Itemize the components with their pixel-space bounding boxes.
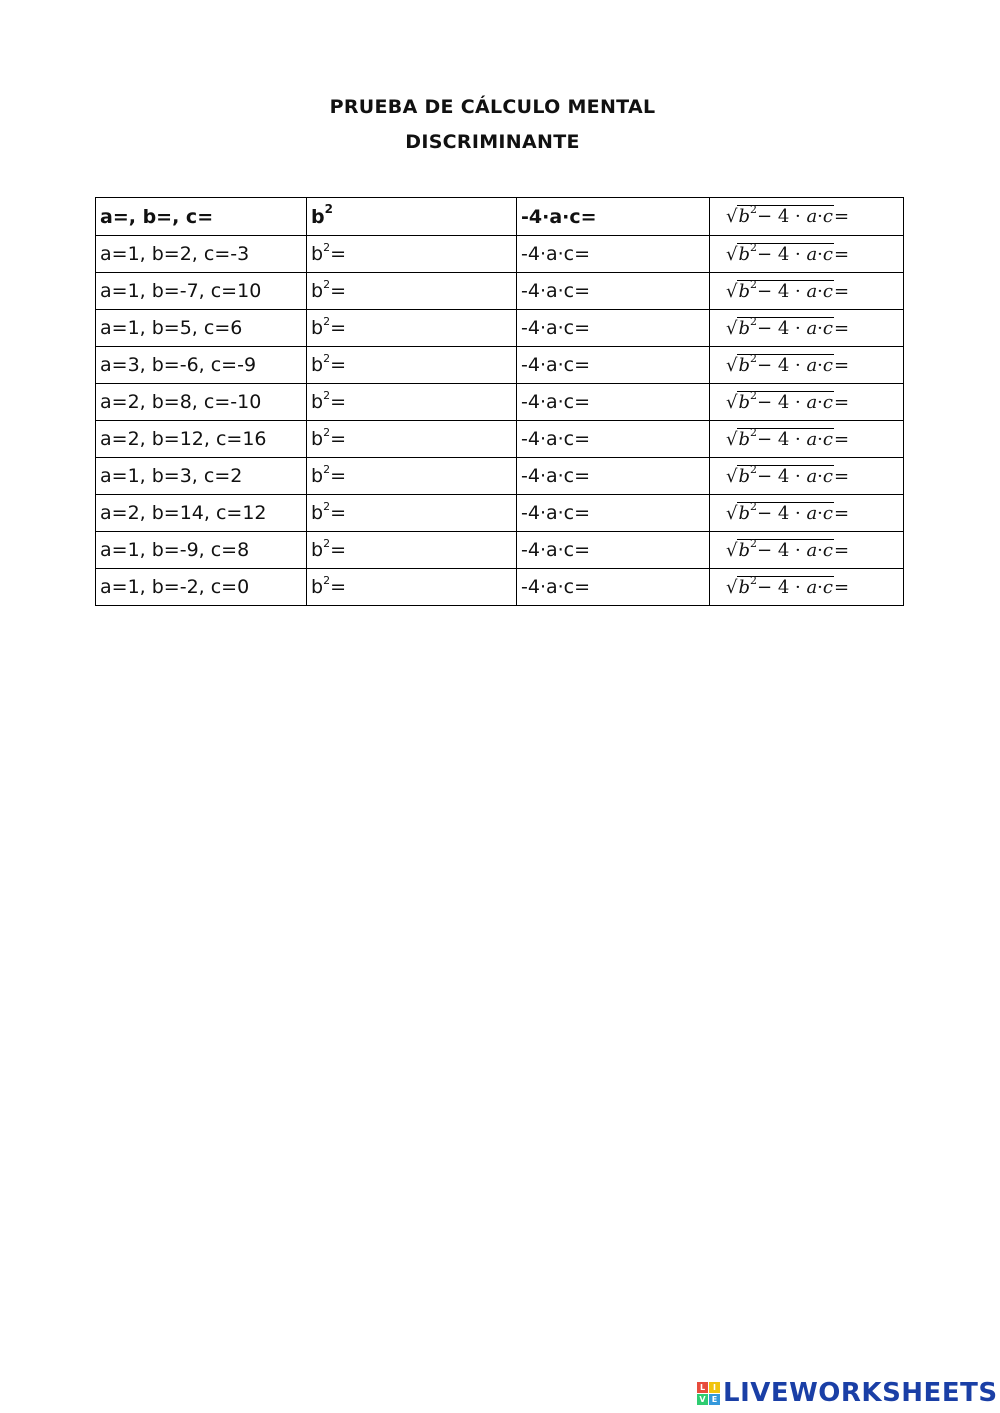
radicand: $b^2- 4 \cdot a\cdot c$ [738,425,833,450]
b-squared-cell: $b^2=$ [307,532,517,569]
discriminant-cell: $√b^2- 4 \cdot a\cdot c=$ [710,495,904,532]
radicand: $b^2- 4 \cdot a\cdot c$ [738,277,833,302]
radicand: $b^2- 4 \cdot a\cdot c$ [738,499,833,524]
discriminant-cell: $√b^2- 4 \cdot a\cdot c=$ [710,421,904,458]
coefficients-cell: a=2, b=8, c=-10 [96,384,307,421]
minus-4ac-cell: -4·a·c= [517,384,710,421]
coefficients-cell: a=2, b=12, c=16 [96,421,307,458]
radical-icon: √ [726,502,738,524]
radical-icon: √ [726,539,738,561]
radical-icon: √ [726,243,738,265]
minus-4ac-cell: -4·a·c= [517,569,710,606]
header-minus-4ac: -4·a·c= [517,198,710,236]
radicand: $b^2- 4 \cdot a\cdot c$ [738,462,833,487]
radicand: $b^2- 4 \cdot a\cdot c$ [738,536,833,561]
radicand: $b^2- 4 \cdot a\cdot c$ [738,240,833,265]
table-row [96,384,904,421]
table-row [96,347,904,384]
table-row [96,236,904,273]
minus-4ac-cell: -4·a·c= [517,421,710,458]
discriminant-cell: $√b^2- 4 \cdot a\cdot c=$ [710,569,904,606]
coefficients-cell: a=1, b=-7, c=10 [96,273,307,310]
table-row [96,458,904,495]
table-row [96,310,904,347]
b-squared-cell: $b^2=$ [307,236,517,273]
radicand: $b^2- 4 \cdot a\cdot c$ [738,573,833,598]
discriminant-cell: $√b^2- 4 \cdot a\cdot c=$ [710,273,904,310]
table-row [96,273,904,310]
header-discriminant-formula: $√b^2- 4 \cdot a\cdot c=$ [710,198,904,236]
table-row [96,569,904,606]
coefficients-cell: a=1, b=5, c=6 [96,310,307,347]
radical-icon: √ [726,465,738,487]
discriminant-cell: $√b^2- 4 \cdot a\cdot c=$ [710,236,904,273]
minus-4ac-cell: -4·a·c= [517,532,710,569]
discriminant-cell: $√b^2- 4 \cdot a\cdot c=$ [710,384,904,421]
radical-icon: √ [726,354,738,376]
discriminant-table [95,197,904,606]
radicand: $b^2- 4 \cdot a\cdot c$ [738,314,833,339]
minus-4ac-cell: -4·a·c= [517,310,710,347]
discriminant-cell: $√b^2- 4 \cdot a\cdot c=$ [710,310,904,347]
coefficients-cell: a=2, b=14, c=12 [96,495,307,532]
radicand: $b^2- 4 \cdot a\cdot c$ [738,351,833,376]
page-title: PRUEBA DE CÁLCULO MENTAL [329,96,656,118]
logo-letter: V [697,1394,708,1405]
table-row [96,495,904,532]
b-squared-cell: $b^2=$ [307,384,517,421]
b-squared-cell: $b^2=$ [307,495,517,532]
brand-name: LIVEWORKSHEETS [723,1378,998,1408]
b-squared-cell: $b^2=$ [307,273,517,310]
table-header-row [96,198,904,236]
coefficients-cell: a=1, b=-9, c=8 [96,532,307,569]
radical-icon: √ [726,280,738,302]
radical-icon: √ [726,391,738,413]
b-squared-cell: $b^2=$ [307,421,517,458]
radical-icon: √ [726,428,738,450]
minus-4ac-cell: -4·a·c= [517,236,710,273]
logo-icon [697,1382,720,1405]
logo-letter: E [709,1394,720,1405]
discriminant-cell: $√b^2- 4 \cdot a\cdot c=$ [710,347,904,384]
header-coefficients: a=, b=, c= [96,198,307,236]
minus-4ac-cell: -4·a·c= [517,273,710,310]
coefficients-cell: a=3, b=-6, c=-9 [96,347,307,384]
b-squared-cell: $b^2=$ [307,569,517,606]
page-subtitle: DISCRIMINANTE [405,131,580,153]
table-row [96,421,904,458]
radical-icon: √ [726,317,738,339]
b-squared-cell: $b^2=$ [307,347,517,384]
radicand: $b^2- 4 \cdot a\cdot c$ [738,203,833,227]
minus-4ac-cell: -4·a·c= [517,495,710,532]
b-squared-cell: $b^2=$ [307,310,517,347]
header-b-squared: $b^2$ [307,198,517,236]
coefficients-cell: a=1, b=3, c=2 [96,458,307,495]
table-row [96,532,904,569]
minus-4ac-cell: -4·a·c= [517,347,710,384]
liveworksheets-logo [697,1376,998,1410]
b-squared-cell: $b^2=$ [307,458,517,495]
coefficients-cell: a=1, b=-2, c=0 [96,569,307,606]
logo-letter: L [697,1382,708,1393]
discriminant-cell: $√b^2- 4 \cdot a\cdot c=$ [710,458,904,495]
radical-icon: √ [726,206,738,227]
discriminant-cell: $√b^2- 4 \cdot a\cdot c=$ [710,532,904,569]
logo-letter: I [709,1382,720,1393]
radicand: $b^2- 4 \cdot a\cdot c$ [738,388,833,413]
radical-icon: √ [726,576,738,598]
minus-4ac-cell: -4·a·c= [517,458,710,495]
coefficients-cell: a=1, b=2, c=-3 [96,236,307,273]
